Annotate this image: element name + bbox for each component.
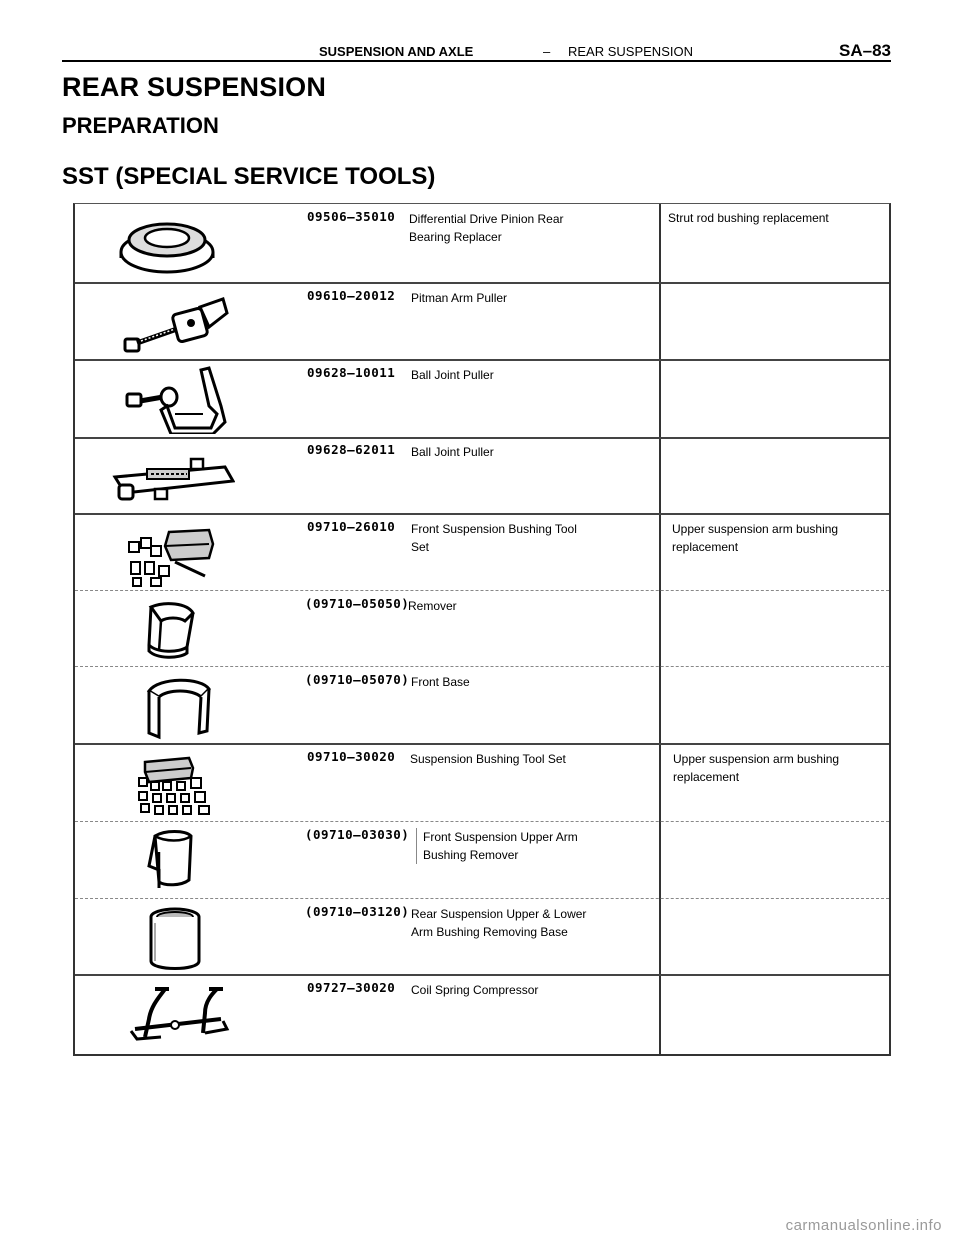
header-subsection: REAR SUSPENSION [568,44,693,59]
part-number: 09710–26010 [307,519,396,534]
suspension-bushing-tool-set-icon [105,748,235,818]
header-section: SUSPENSION AND AXLE [319,44,474,59]
header-dash: – [543,44,551,59]
tool-name: Front Suspension Bushing Tool Set [411,522,577,554]
part-number: 09727–30020 [307,980,396,995]
tool-name: Remover [408,599,457,613]
remover-icon [105,595,235,665]
part-number: 09710–30020 [307,749,396,764]
part-number: 09506–35010 [307,209,396,224]
tool-name: Ball Joint Puller [411,368,494,382]
page-number: SA–83 [839,41,891,60]
sst-title: SST (SPECIAL SERVICE TOOLS) [62,163,436,190]
part-number: (09710–05050) [305,596,410,611]
upper-arm-bushing-remover-icon [105,826,235,896]
tool-note: Strut rod bushing replacement [668,211,829,225]
coil-spring-compressor-icon [105,979,235,1049]
sst-table [73,203,891,1056]
tool-row [75,204,889,281]
part-number: 09610–20012 [307,288,396,303]
tool-row [75,822,889,899]
tool-row [75,744,889,821]
tool-row [75,591,889,668]
part-number: 09628–10011 [307,365,396,380]
tool-name: Pitman Arm Puller [411,291,508,305]
pitman-arm-puller-icon [105,287,235,357]
bushing-tool-set-icon [105,518,235,588]
tool-note: Upper suspension arm bushing replacement [673,752,840,784]
tool-row [75,437,889,514]
ball-joint-puller-icon [105,364,235,434]
watermark-text: carmanualsonline.info [785,1217,942,1234]
page-title: REAR SUSPENSION [62,72,327,102]
tool-row [75,899,889,976]
part-number: (09710–03120) [305,904,410,919]
bearing-replacer-icon [105,208,235,278]
ball-joint-puller-2-icon [105,441,235,511]
part-number: (09710–05070) [305,672,410,687]
tool-name: Differential Drive Pinion Rear Bearing Replacer [409,212,564,244]
section-title: PREPARATION [62,113,219,138]
tool-name: Front Base [411,675,470,689]
tool-name: Rear Suspension Upper & Lower Arm Bushing Removing Base [411,907,587,939]
tool-name: Ball Joint Puller [411,445,494,459]
tool-note: Upper suspension arm bushing replacement [672,522,839,554]
part-number: 09628–62011 [307,442,396,457]
tool-row [75,360,889,437]
tool-row [75,283,889,360]
page-header [62,40,891,62]
front-base-icon [105,671,235,741]
tool-row [75,514,889,591]
tool-name: Coil Spring Compressor [411,983,539,997]
tool-name: Suspension Bushing Tool Set [410,752,566,766]
part-number: (09710–03030) [305,827,410,842]
tool-row [75,667,889,744]
tool-row [75,975,889,1052]
removing-base-icon [105,903,235,973]
tool-name: Front Suspension Upper Arm Bushing Remover [416,828,603,864]
